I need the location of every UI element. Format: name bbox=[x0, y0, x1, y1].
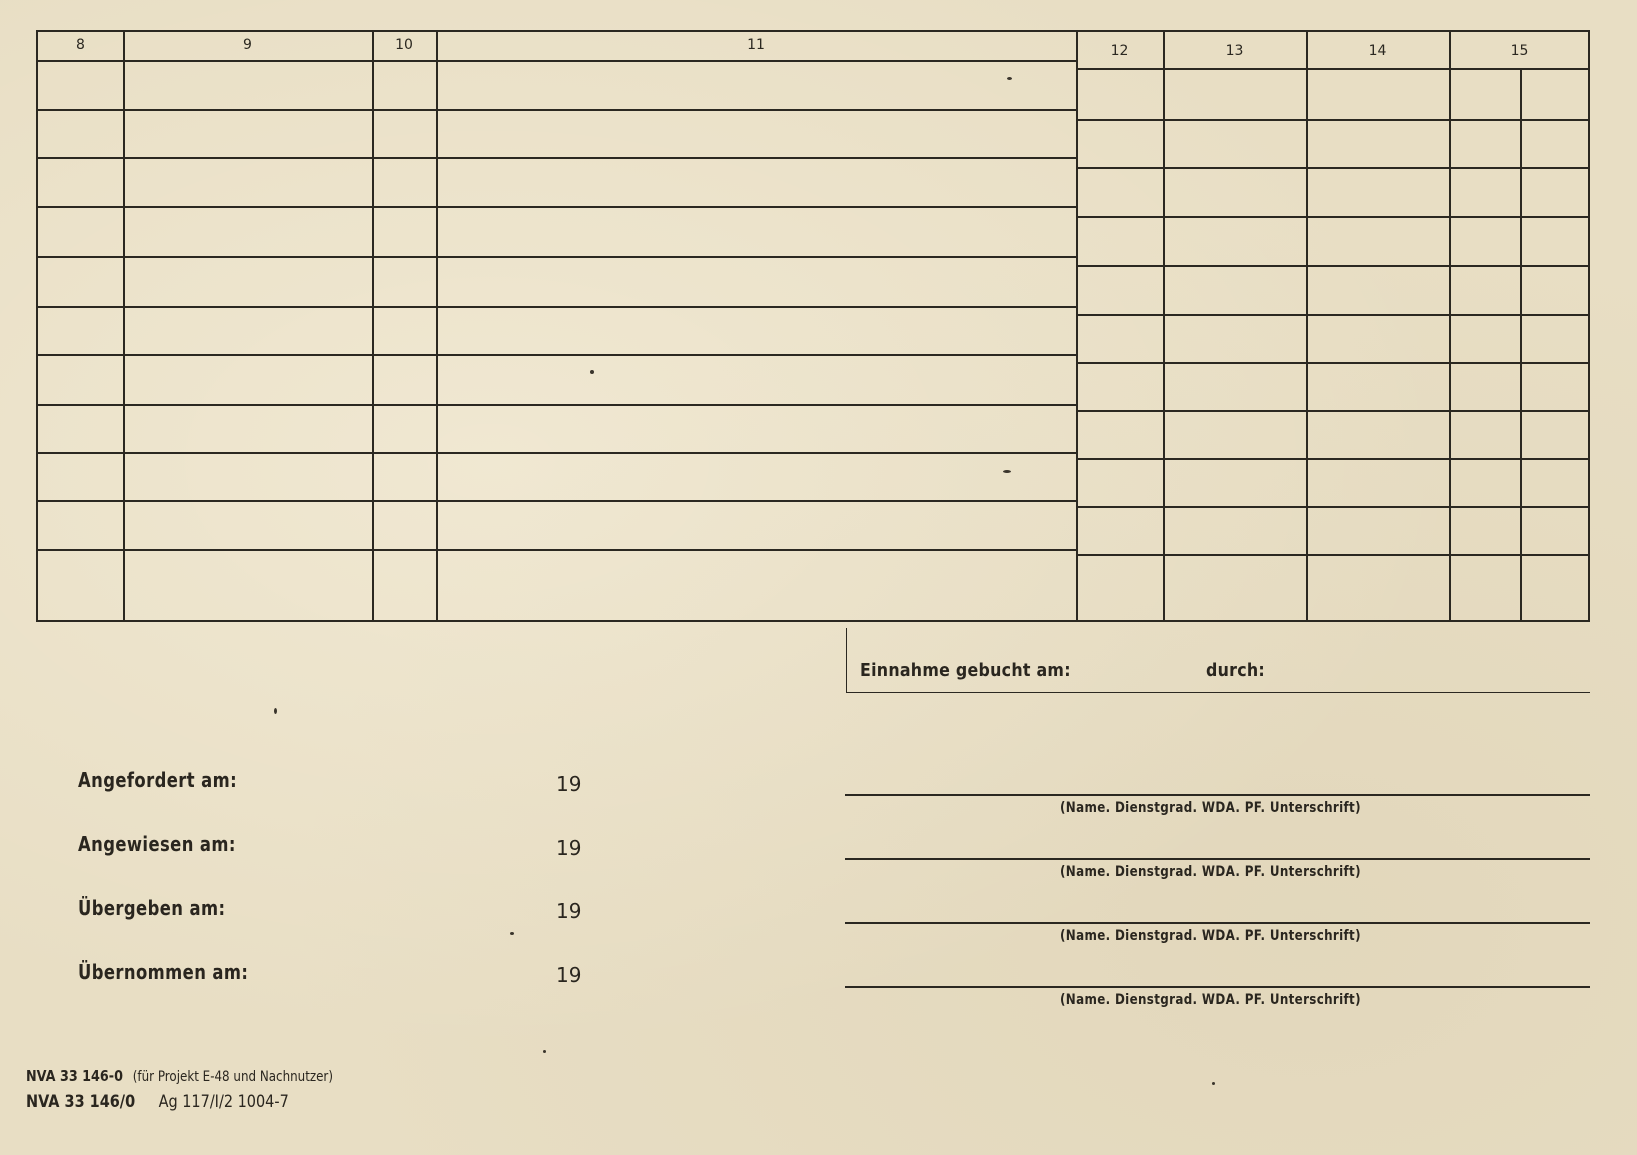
row-rule bbox=[1076, 314, 1590, 316]
row-rule bbox=[1076, 216, 1590, 218]
signature-line bbox=[845, 922, 1590, 924]
paper-speck bbox=[1212, 1082, 1215, 1085]
column-number-8: 8 bbox=[76, 37, 85, 53]
row-rule bbox=[1076, 167, 1590, 169]
column-number-9: 9 bbox=[243, 37, 252, 53]
row-rule bbox=[1076, 554, 1590, 556]
column-number-10: 10 bbox=[395, 37, 413, 53]
row-rule bbox=[1076, 265, 1590, 267]
paper-speck bbox=[543, 1050, 546, 1053]
row-rule bbox=[38, 109, 1076, 111]
requested-year: 19 bbox=[556, 772, 582, 796]
column-number-12: 12 bbox=[1110, 43, 1129, 59]
row-rule bbox=[38, 500, 1076, 502]
form-usage-note: (für Projekt E-48 und Nachnutzer) bbox=[132, 1069, 333, 1085]
row-rule bbox=[38, 404, 1076, 406]
header-rule bbox=[38, 60, 1076, 62]
signature-caption: (Name. Dienstgrad. WDA. PF. Unterschrift) bbox=[1060, 928, 1361, 944]
row-rule bbox=[1076, 458, 1590, 460]
row-rule bbox=[38, 452, 1076, 454]
row-rule bbox=[1076, 362, 1590, 364]
col-divider bbox=[123, 32, 125, 620]
signature-line bbox=[845, 858, 1590, 860]
assigned-on-label: Angewiesen am: bbox=[78, 832, 236, 856]
col-divider bbox=[436, 32, 438, 620]
handed-over-year: 19 bbox=[556, 899, 582, 923]
assigned-year: 19 bbox=[556, 836, 582, 860]
column-number-15: 15 bbox=[1510, 43, 1529, 59]
paper-speck bbox=[1007, 77, 1012, 80]
paper-speck bbox=[590, 370, 594, 374]
ledger-table bbox=[36, 30, 1590, 622]
signature-caption: (Name. Dienstgrad. WDA. PF. Unterschrift) bbox=[1060, 992, 1361, 1008]
form-code: NVA 33 146-0 bbox=[26, 1067, 123, 1085]
received-on-label: Übernommen am: bbox=[78, 960, 249, 984]
row-rule bbox=[1076, 119, 1590, 121]
booked-on-label: Einnahme gebucht am: bbox=[860, 660, 1071, 681]
row-rule bbox=[1076, 410, 1590, 412]
received-year: 19 bbox=[556, 963, 582, 987]
signature-line bbox=[845, 794, 1590, 796]
booked-by-label: durch: bbox=[1206, 660, 1266, 681]
row-rule bbox=[38, 354, 1076, 356]
print-reference: Ag 117/I/2 1004-7 bbox=[158, 1092, 289, 1112]
signature-line bbox=[845, 986, 1590, 988]
paper-speck bbox=[1003, 470, 1011, 473]
row-rule bbox=[38, 306, 1076, 308]
header-rule bbox=[1076, 68, 1590, 70]
form-code: NVA 33 146/0 bbox=[26, 1092, 136, 1112]
signature-caption: (Name. Dienstgrad. WDA. PF. Unterschrift) bbox=[1060, 800, 1361, 816]
requested-on-label: Angefordert am: bbox=[78, 768, 238, 792]
row-rule bbox=[38, 549, 1076, 551]
row-rule bbox=[38, 206, 1076, 208]
row-rule bbox=[38, 256, 1076, 258]
handed-over-label: Übergeben am: bbox=[78, 896, 226, 920]
column-number-11: 11 bbox=[747, 37, 765, 53]
form-number-line-1 bbox=[26, 1066, 333, 1085]
signature-caption: (Name. Dienstgrad. WDA. PF. Unterschrift) bbox=[1060, 864, 1361, 880]
paper-speck bbox=[510, 932, 514, 935]
row-rule bbox=[1076, 506, 1590, 508]
col-subdivider bbox=[1520, 69, 1522, 620]
col-divider bbox=[372, 32, 374, 620]
form-number-line-2 bbox=[26, 1092, 289, 1112]
column-number-14: 14 bbox=[1368, 43, 1387, 59]
paper-speck bbox=[274, 708, 277, 714]
row-rule bbox=[38, 157, 1076, 159]
column-number-13: 13 bbox=[1225, 43, 1244, 59]
